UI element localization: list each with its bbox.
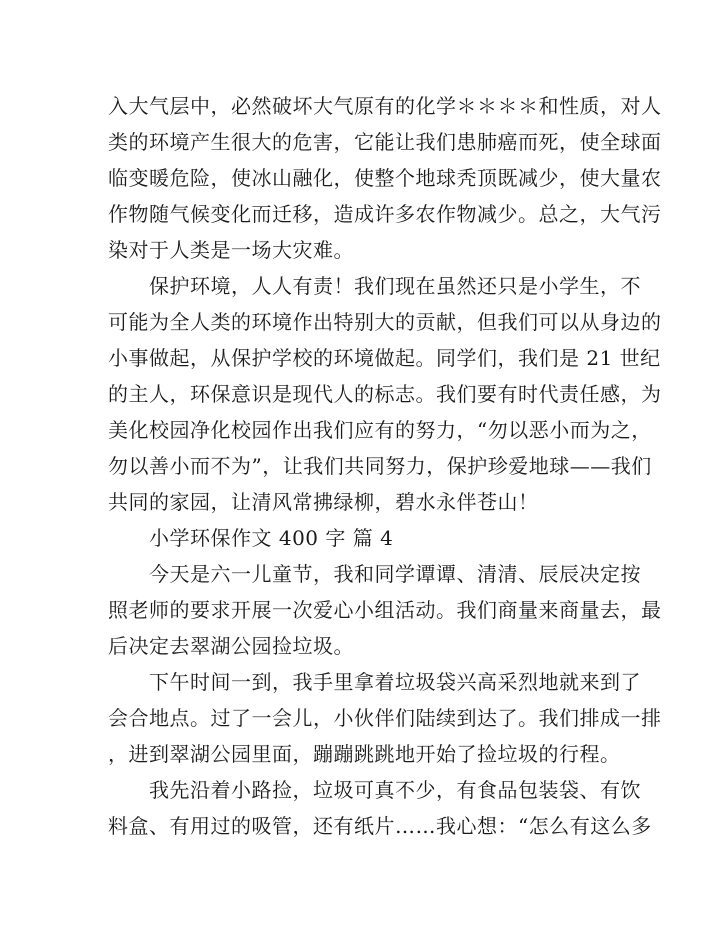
text-line: 料盒、有用过的吸管，还有纸片……我心想：“怎么有这么多	[108, 814, 652, 838]
paragraph-start-line: 保护环境，人人有责！我们现在虽然还只是小学生，不	[149, 274, 641, 298]
section-heading: 小学环保作文 400 字 篇 4	[149, 526, 394, 550]
text-line: 染对于人类是一场大灾难。	[108, 238, 354, 262]
text-line: 作物随气候变化而迁移，造成许多农作物减少。总之，大气污	[108, 202, 662, 226]
paragraph-start-line: 今天是六一儿童节，我和同学谭谭、清清、辰辰决定按	[149, 562, 641, 586]
text-line: ，进到翠湖公园里面，蹦蹦跳跳地开始了捡垃圾的行程。	[108, 742, 621, 766]
paragraph-start-line: 下午时间一到，我手里拿着垃圾袋兴高采烈地就来到了	[149, 670, 641, 694]
paragraph-start-line: 我先沿着小路捡，垃圾可真不少，有食品包装袋、有饮	[149, 778, 641, 802]
text-line: 勿以善小而不为”，让我们共同努力，保护珍爱地球——我们	[108, 454, 652, 478]
text-line: 可能为全人类的环境作出特别大的贡献，但我们可以从身边的	[108, 310, 662, 334]
text-line: 美化校园净化校园作出我们应有的努力，“勿以恶小而为之，	[108, 418, 652, 442]
text-line: 类的环境产生很大的危害，它能让我们患肺癌而死，使全球面	[108, 130, 662, 154]
text-line: 入大气层中，必然破坏大气原有的化学＊＊＊＊和性质，对人	[108, 94, 662, 118]
text-line: 临变暖危险，使冰山融化，使整个地球秃顶既减少，使大量农	[108, 166, 662, 190]
text-line: 的主人，环保意识是现代人的标志。我们要有时代责任感，为	[108, 382, 662, 406]
text-line: 共同的家园，让清风常拂绿柳，碧水永伴苍山！	[108, 490, 539, 514]
text-line: 照老师的要求开展一次爱心小组活动。我们商量来商量去，最	[108, 598, 662, 622]
text-line: 后决定去翠湖公园捡垃圾。	[108, 634, 354, 658]
text-line: 小事做起，从保护学校的环境做起。同学们，我们是 21 世纪	[108, 346, 661, 370]
text-line: 会合地点。过了一会儿，小伙伴们陆续到达了。我们排成一排	[108, 706, 662, 730]
